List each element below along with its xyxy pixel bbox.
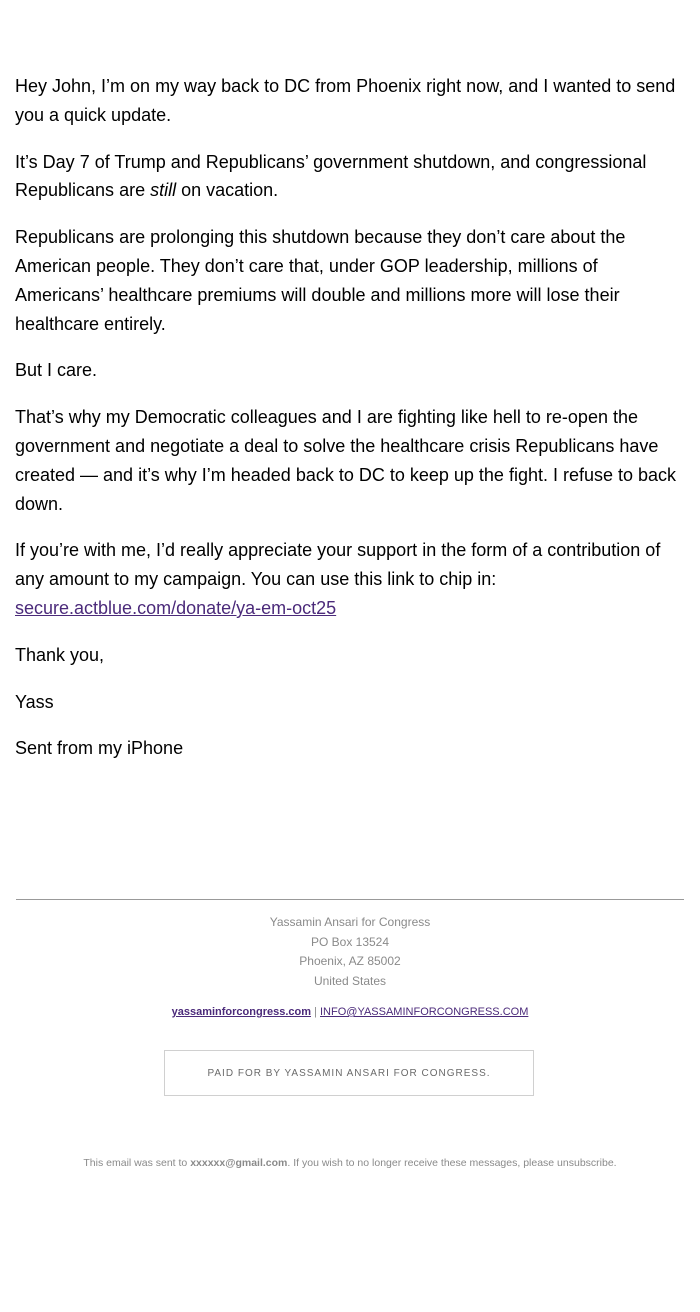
link-separator: | <box>314 1006 317 1018</box>
country: United States <box>313 973 387 988</box>
po-box: PO Box 13524 <box>310 934 390 949</box>
footer-address <box>0 913 700 991</box>
city-state-zip: Phoenix, AZ 85002 <box>299 954 401 968</box>
shutdown-text-end: on vacation. <box>176 180 279 201</box>
email-link[interactable]: INFO@YASSAMINFORCONGRESS.COM <box>320 1006 529 1018</box>
republicans-paragraph: Republicans are prolonging this shutdown because they don’t care about the American people. They don’t care that, under GOP leadership, millions of Americans’ healthcare premiums will double and millions more will lose their healthcare entirely. <box>15 227 626 334</box>
shutdown-text-start: It’s Day 7 of Trump and Republicans’ government shutdown, and congressional Republicans are <box>15 151 647 201</box>
recipient-email: xxxxxx@gmail.com <box>190 1157 288 1169</box>
sent-from-text: Sent from my iPhone <box>15 738 184 759</box>
but-i-care-paragraph: But I care. <box>15 360 98 381</box>
footer-divider <box>16 899 684 900</box>
signature: Yass <box>15 691 54 712</box>
paid-for-disclaimer <box>164 1050 534 1096</box>
donate-paragraph <box>15 536 687 622</box>
unsubscribe-notice <box>0 1156 700 1170</box>
unsub-prefix: This email was sent to <box>83 1157 191 1169</box>
shutdown-paragraph <box>15 148 687 206</box>
website-link[interactable]: yassaminforcongress.com <box>171 1006 312 1018</box>
donate-link[interactable]: secure.actblue.com/donate/ya-em-oct25 <box>15 597 337 618</box>
footer-links <box>0 1004 700 1020</box>
greeting-paragraph: Hey John, I’m on my way back to DC from Phoenix right now, and I wanted to send you a quick update. <box>15 76 676 125</box>
paid-for-text: PAID FOR BY YASSAMIN ANSARI FOR CONGRESS. <box>207 1067 491 1079</box>
fighting-paragraph: That’s why my Democratic colleagues and I are fighting like hell to re-open the government and negotiate a deal to solve the healthcare crisis Republicans have created — and it’s why I’m headed back to DC to keep up the fight. I refuse to back down. <box>15 407 677 514</box>
email-body <box>15 72 687 781</box>
donate-ask-text: If you’re with me, I’d really appreciate your support in the form of a contribution of any amount to my campaign. You can use this link to chip in: <box>15 540 661 590</box>
org-name: Yassamin Ansari for Congress <box>269 915 431 929</box>
emphasis-still: still <box>150 180 177 201</box>
unsub-suffix[interactable]: . If you wish to no longer receive these messages, please unsubscribe. <box>287 1157 617 1169</box>
closing-text: Thank you, <box>15 644 105 665</box>
